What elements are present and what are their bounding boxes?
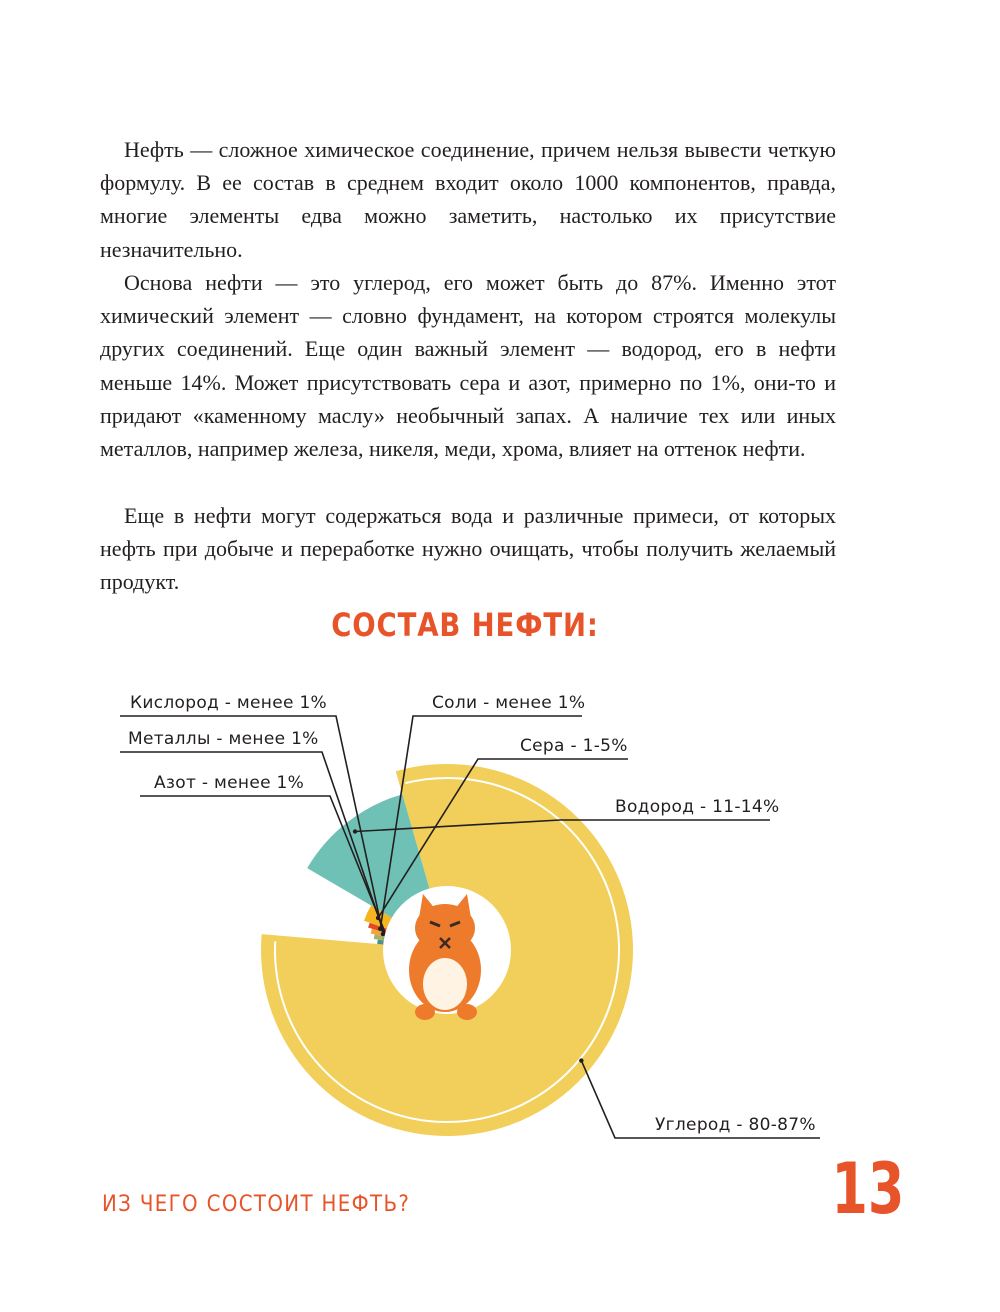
slice-label: Соли - менее 1% — [432, 693, 586, 713]
leader-dot — [381, 932, 385, 936]
slice-label: Азот - менее 1% — [154, 773, 305, 793]
section-title: ИЗ ЧЕГО СОСТОИТ НЕФТЬ? — [102, 1192, 411, 1217]
paragraph-2: Основа нефти — это углерод, его может быть до 87%. Именно этот химический элемент — словно фундамент, на котором строятся молекулы других соединений. Еще один важный элемент — водород, его в нефти меньше 14%. Может присутствовать сера и азот, примерно по 1%, они-то и придают «каменному маслу» необычный запах. А наличие тех или иных металлов, например железа, никеля, меди, хрома, влияет на оттенок нефти. — [100, 270, 836, 462]
chart-title: СОСТАВ НЕФТИ: — [331, 606, 599, 644]
composition-chart — [0, 660, 1000, 1180]
slice-label: Водород - 11-14% — [615, 797, 780, 817]
slice-label: Кислород - менее 1% — [130, 693, 328, 713]
leader-dot — [376, 916, 380, 920]
paragraph-3: Еще в нефти могут содержаться вода и различные примеси, от которых нефть при добыче и переработке нужно очищать, чтобы получить желаемый продукт. — [100, 503, 836, 595]
slice-label: Металлы - менее 1% — [128, 729, 319, 749]
page-number: 13 — [830, 1148, 904, 1230]
slice-label: Сера - 1-5% — [520, 736, 628, 756]
leader-dot — [579, 1058, 583, 1062]
paragraph-1: Нефть — сложное химическое соединение, причем нельзя вывести четкую формулу. В ее состав в среднем входит около 1000 компонентов, правда, многие элементы едва можно заметить, настолько их присутствие незначительно. — [100, 137, 836, 262]
slice-label: Углерод - 80-87% — [655, 1115, 816, 1135]
leader-dot — [353, 829, 357, 833]
leader-dot — [378, 927, 382, 931]
